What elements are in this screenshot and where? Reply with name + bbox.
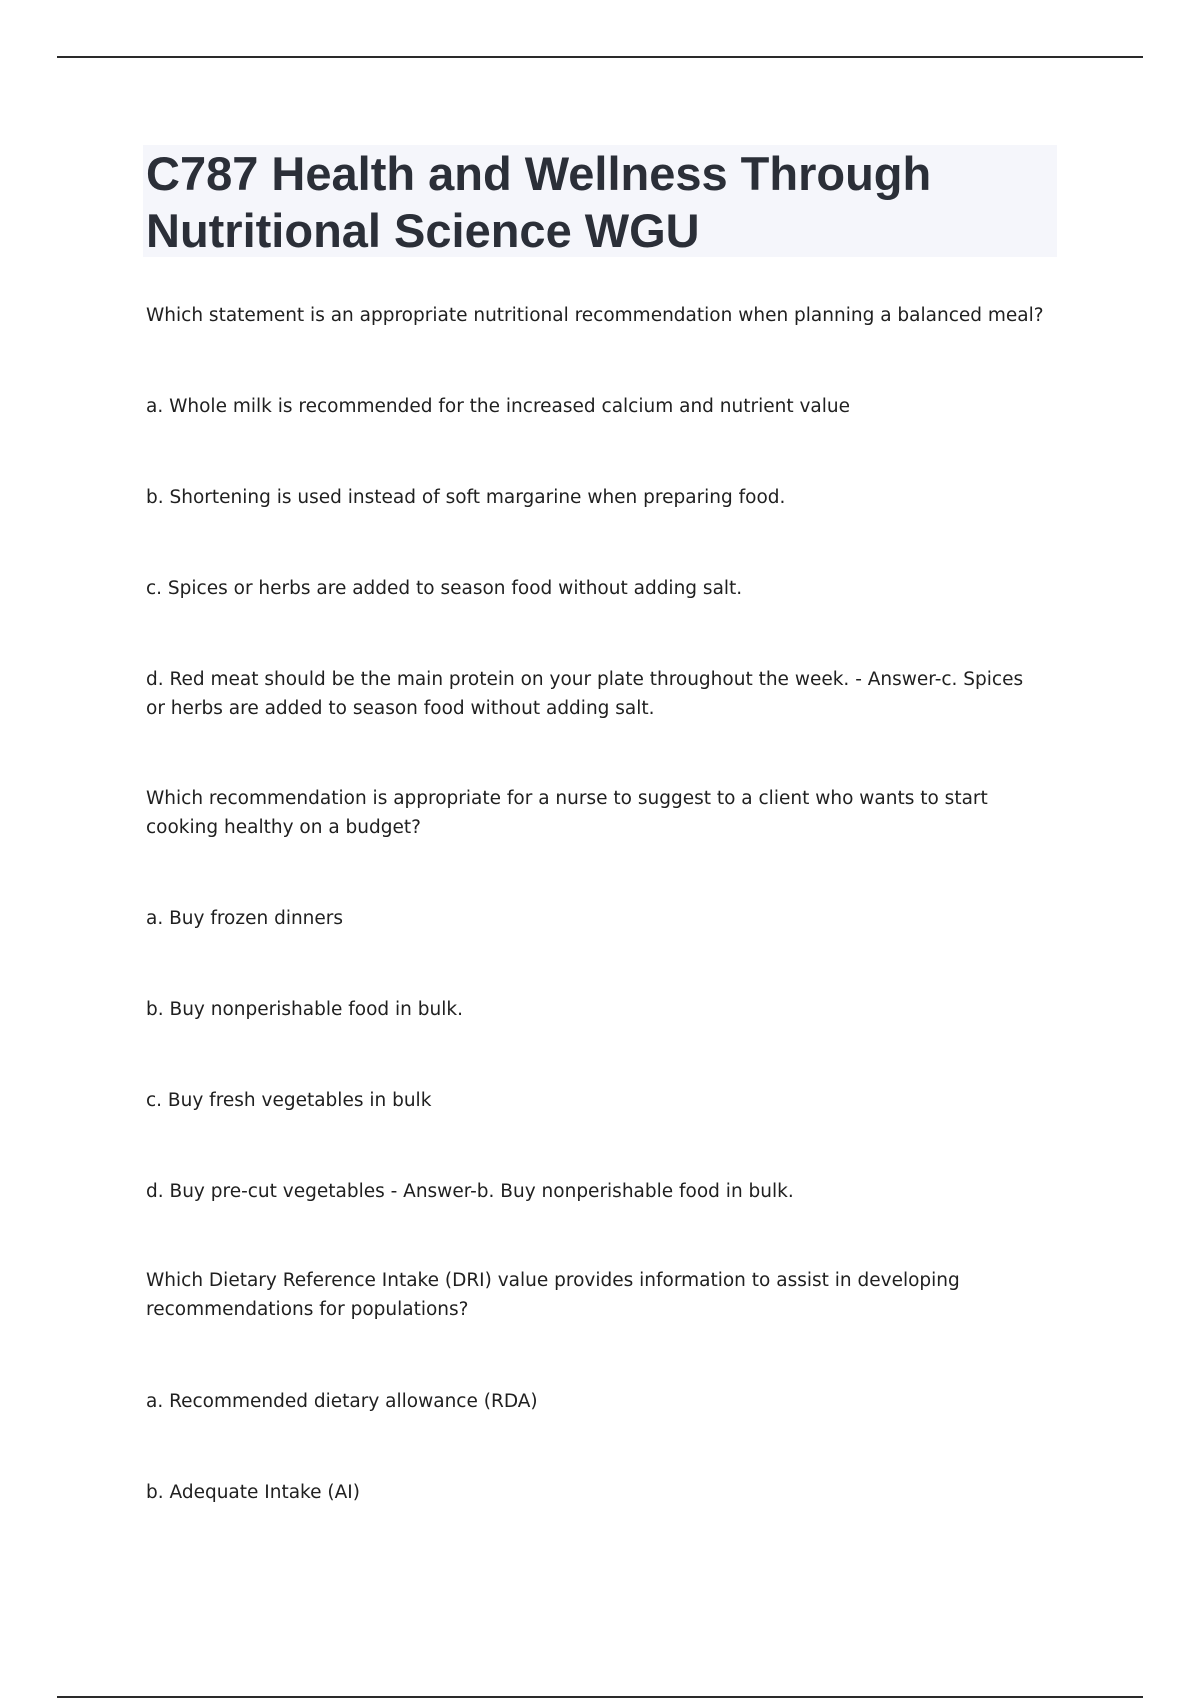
question-2-option-d-answer: d. Buy pre-cut vegetables - Answer-b. Buy nonperishable food in bulk.: [146, 1181, 794, 1202]
question-2: Which recommendation is appropriate for a nurse to suggest to a client who wants to start cooking healthy on a budget?: [146, 788, 988, 838]
question-1-option-b: b. Shortening is used instead of soft margarine when preparing food.: [146, 487, 786, 508]
bottom-rule: [57, 1696, 1143, 1698]
question-1: Which statement is an appropriate nutritional recommendation when planning a balanced meal?: [146, 305, 1044, 326]
question-1-option-d-answer: d. Red meat should be the main protein on your plate throughout the week. - Answer-c. Spices or herbs are added to season food without adding salt.: [146, 669, 1024, 719]
question-1-option-c: c. Spices or herbs are added to season food without adding salt.: [146, 578, 743, 599]
document-title: C787 Health and Wellness Through Nutritional Science WGU: [146, 147, 932, 257]
question-2-option-c: c. Buy fresh vegetables in bulk: [146, 1090, 432, 1111]
question-1-option-a: a. Whole milk is recommended for the increased calcium and nutrient value: [146, 396, 851, 417]
question-3-option-b: b. Adequate Intake (AI): [146, 1482, 360, 1503]
question-3-option-a: a. Recommended dietary allowance (RDA): [146, 1391, 538, 1412]
question-3: Which Dietary Reference Intake (DRI) value provides information to assist in developing recommendations for populations?: [146, 1270, 960, 1320]
question-2-option-a: a. Buy frozen dinners: [146, 908, 344, 929]
top-rule: [57, 56, 1143, 58]
question-2-option-b: b. Buy nonperishable food in bulk.: [146, 999, 463, 1020]
